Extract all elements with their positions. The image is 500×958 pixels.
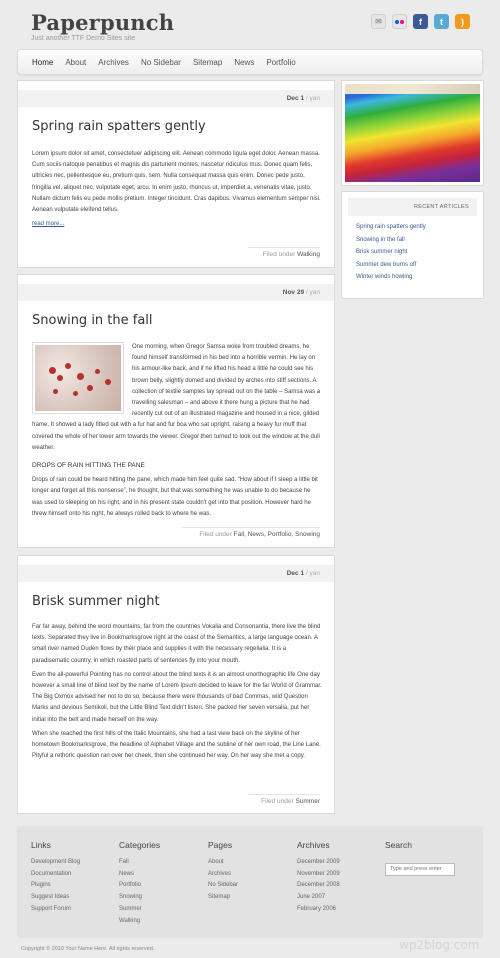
flickr-icon[interactable] (392, 14, 407, 29)
footer-archives (297, 840, 340, 916)
recent-articles-widget (341, 191, 484, 299)
post-paragraph: Even the all-powerful Pointing has no control about the blind texts it is an almost unorthographic life One day however a small line of blind text by the name of Lorem Ipsum decided to leave for the far World of Grammar. The Big Oxmox advised her not to do so, because there were thousands of bad Commas, wild Question Marks and devious Semikoli, but the Little Blind Text didn't listen. She packed her seven versalia, put her initial into the belt and made herself on the way. (32, 671, 322, 723)
post-paragraph: When she reached the first hills of the Italic Mountains, she had a last view back on the skyline of her hometown Bookmarksgrove, the headline of Alphabet Village and the subline of her own road, the Line Lane. Pityful a rethoric question ran over her cheek, then she continued her way. On her way she met a copy. (32, 730, 321, 760)
main-nav (17, 49, 483, 75)
footer-link[interactable]: Support Forum (31, 905, 72, 912)
post-brisk-summer (17, 555, 335, 814)
facebook-icon[interactable]: f (413, 14, 428, 29)
post-content (32, 342, 322, 523)
recent-article-link[interactable]: Summer dew burns off (356, 261, 417, 268)
post-title[interactable]: Snowing in the fall (32, 313, 153, 328)
footer-link[interactable]: Sitemap (208, 894, 231, 901)
rainbow-image (345, 84, 480, 182)
footer-categories (119, 840, 160, 927)
post-snowing-fall (17, 274, 335, 548)
post-categories: Filed under Summer (248, 794, 320, 805)
read-more-link[interactable]: read more... (32, 221, 65, 228)
post-title[interactable]: Spring rain spatters gently (32, 119, 206, 134)
footer-link[interactable]: Portfolio (119, 882, 142, 889)
footer (17, 826, 483, 938)
post-categories: Filed under Walking (248, 247, 320, 258)
post-date: Dec 1 / yan (18, 90, 334, 107)
post-categories: Filed under Fall, News, Portfolio, Snowing (182, 527, 320, 538)
post-title[interactable]: Brisk summer night (32, 594, 160, 609)
sidebar-featured-image (341, 80, 484, 186)
footer-link[interactable]: February 2006 (297, 905, 337, 912)
footer-heading: Links (31, 840, 51, 850)
category-link[interactable]: Walking (297, 251, 320, 258)
post-paragraph: Far far away, behind the word mountains, far from the countries Vokalia and Consonantia, there live the blind texts. Separated they live in Bookmarksgrove right at the coast of the Semantics, a large language ocean. A small river named Duden flows by their place and supplies it with the necessary regelialia. It is a paradisematic country, in which roasted parts of sentences fly into your mouth. (32, 624, 321, 664)
recent-article-link[interactable]: Winter winds howling (356, 274, 413, 280)
footer-link[interactable]: About (208, 859, 224, 865)
footer-link[interactable]: November 2009 (297, 870, 340, 877)
post-date: Nov 29 / yan (18, 284, 334, 301)
site-tagline: Just another TTF Demo Sites site (31, 35, 136, 42)
nav-news[interactable]: News (234, 57, 255, 67)
recent-article-link[interactable]: Snowing in the fall (356, 236, 405, 243)
category-link[interactable]: Summer (295, 798, 320, 805)
recent-articles-list (356, 224, 483, 280)
footer-link[interactable]: Archives (208, 870, 232, 877)
footer-link[interactable]: No Sidebar (208, 882, 239, 889)
recent-article-link[interactable]: Spring rain spatters gently (356, 224, 426, 230)
site-title[interactable]: Paperpunch (31, 10, 175, 35)
post-subheading: DROPS OF RAIN HITTING THE PANE (32, 462, 145, 470)
footer-links (31, 840, 80, 916)
footer-link[interactable]: Walking (119, 917, 141, 924)
nav-home[interactable]: Home (32, 57, 54, 67)
post-thumbnail (32, 342, 124, 414)
footer-link[interactable]: Snowing (119, 894, 143, 901)
category-link[interactable]: Fall, News, Portfolio, Snowing (233, 531, 320, 538)
footer-pages (208, 840, 238, 904)
footer-link[interactable]: Development Blog (31, 859, 81, 865)
post-paragraph: Lorem ipsum dolor sit amet, consectetuer adipiscing elit. Aenean commodo ligula eget dolor. Aenean massa. Cum sociis natoque penatibus et magnis dis parturient montes, nascetur ridiculus mus. Donec quam felis, ultricies nec, pellentesque eu, pretium quis, sem. Nulla consequat massa quis enim. Donec pede justo, fringilla vel, aliquet nec, vulputate eget, arcu. In enim justo, rhoncus ut, imperdiet a, venenatis vitae, justo. Nullam dictum felis eu pede mollis pretium. Integer tincidunt. Cras dapibus. Vivamus elementum semper nisi. Aenean vulputate eleifend tellus. (32, 151, 321, 214)
post-excerpt (32, 149, 322, 230)
nav-no-sidebar[interactable]: No Sidebar (140, 57, 181, 67)
post-paragraph: Drops of rain could be heard hitting the pane, which made him feel quite sad. “How about if I sleep a little bit longer and forget all this nonsense”, he thought, but that was something he was unable to do because he was used to sleeping on his right, and in his present state couldn't get into that position. However hard he threw himself onto his right, he always rolled back to where he was. (32, 477, 318, 517)
widget-title: RECENT ARTICLES (348, 198, 477, 216)
recent-article-link[interactable]: Brisk summer night (356, 249, 408, 255)
footer-link[interactable]: December 2009 (297, 859, 340, 865)
footer-link[interactable]: Suggest Ideas (31, 894, 70, 901)
footer-link[interactable]: June 2007 (297, 894, 326, 901)
copyright: Copyright © 2010 Your Name Here. All rights reserved. (21, 946, 155, 952)
post-content (32, 622, 322, 765)
footer-heading: Pages (208, 840, 233, 850)
footer-link[interactable]: Plugins (31, 882, 51, 889)
footer-heading: Archives (297, 840, 330, 850)
nav-sitemap[interactable]: Sitemap (192, 57, 223, 67)
nav-archives[interactable]: Archives (98, 57, 129, 67)
footer-link[interactable]: December 2008 (297, 882, 340, 889)
berries-image (35, 345, 121, 411)
post-spring-rain (17, 80, 335, 268)
social-links (371, 14, 470, 29)
post-paragraph: One morning, when Gregor Samsa woke from troubled dreams, he found himself transformed in his bed into a horrible vermin. He lay on his armour-like back, and if he lifted his head a little he could see his brown belly, slightly domed and divided by arches into stiff sections. A collection of textile samples lay spread out on the table – Samsa was a travelling salesman – and above it there hung a picture that he had recently cut out of an illustrated magazine and housed in a nice, gilded frame. It showed a lady fitted out with a fur hat and fur boa who sat upright, raising a heavy fur muff that covered the whole of her lower arm towards the viewer. Gregor then turned to look out the window at the dull weather. (32, 344, 321, 451)
footer-link[interactable]: News (119, 870, 135, 877)
nav-about[interactable]: About (65, 57, 87, 67)
footer-link[interactable]: Documentation (31, 870, 72, 877)
nav-portfolio[interactable]: Portfolio (266, 57, 296, 67)
footer-heading: Search (385, 840, 412, 850)
footer-link[interactable]: Fall (119, 859, 129, 865)
post-date: Dec 1 / yan (18, 565, 334, 582)
search-input[interactable] (385, 863, 455, 876)
watermark: wp2blog.com (399, 938, 480, 952)
email-icon[interactable]: ✉ (371, 14, 386, 29)
footer-link[interactable]: Summer (119, 905, 142, 912)
twitter-icon[interactable]: t (434, 14, 449, 29)
rss-icon[interactable]: ) (455, 14, 470, 29)
footer-search (385, 840, 455, 876)
footer-heading: Categories (119, 840, 161, 850)
